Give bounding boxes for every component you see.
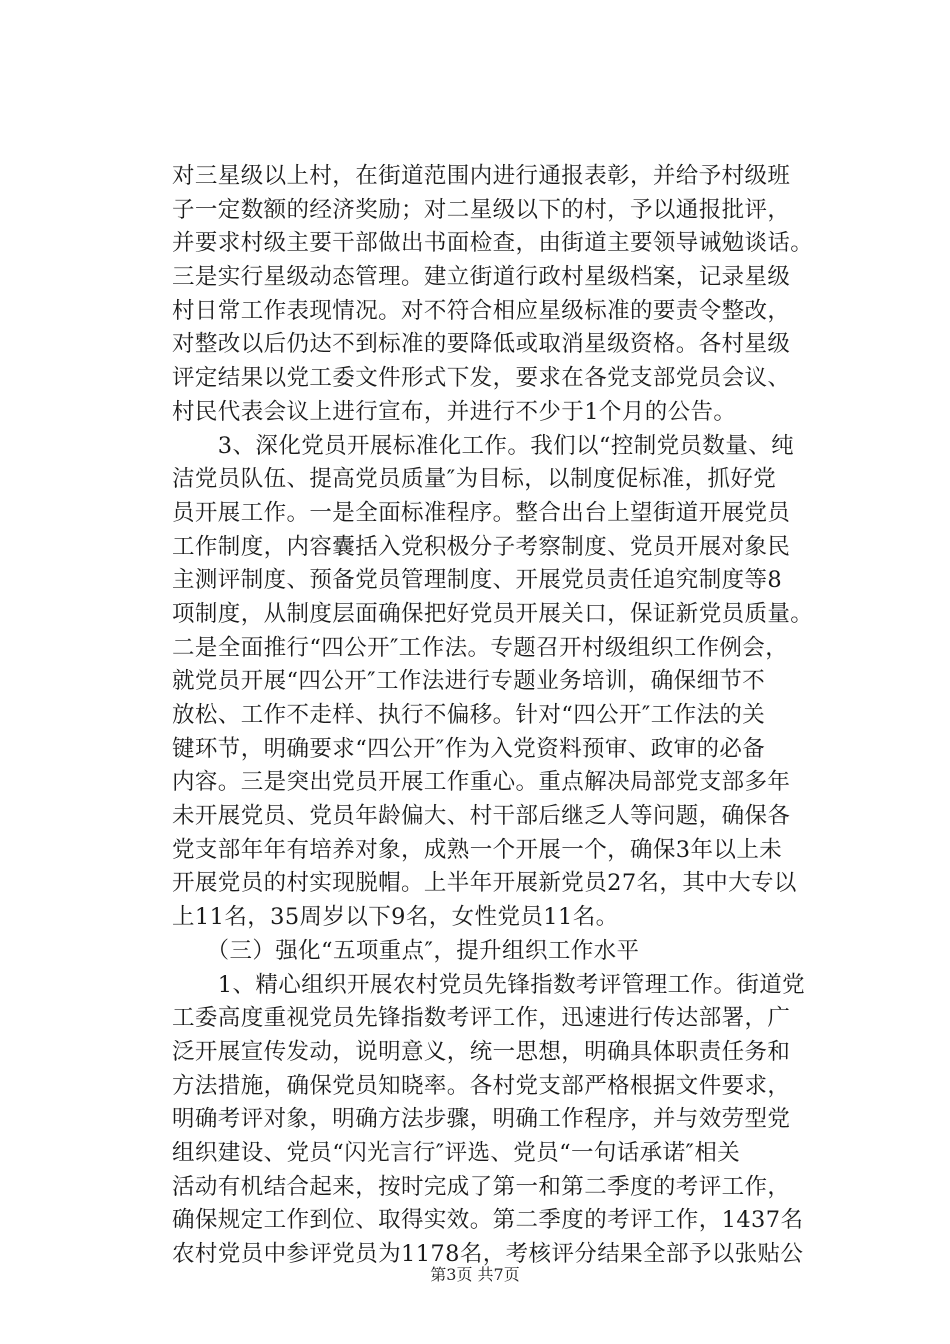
text-line: 未开展党员、党员年龄偏大、村干部后继乏人等问题，确保各 — [172, 803, 791, 830]
text-line: 开展党员的村实现脱帽。上半年开展新党员27名，其中大专以 — [172, 870, 797, 897]
text-line: 党支部年年有培养对象，成熟一个开展一个，确保3年以上未 — [172, 836, 783, 863]
text-line: 对三星级以上村，在街道范围内进行通报表彰，并给予村级班 — [172, 163, 791, 189]
text-line: 确保规定工作到位、取得实效。第二季度的考评工作，1437名 — [172, 1207, 804, 1234]
text-line: 泛开展宣传发动，说明意义，统一思想，明确具体职责任务和 — [172, 1038, 791, 1065]
section-heading: （三）强化“五项重点″，提升组织工作水平 — [172, 937, 640, 964]
body-text — [172, 160, 872, 1272]
text-line: 上11名，35周岁以下9名，女性党员11名。 — [172, 904, 619, 931]
text-line: 农村党员中参评党员为1178名，考核评分结果全部予以张贴公 — [172, 1241, 804, 1267]
text-line: 活动有机结合起来，按时完成了第一和第二季度的考评工作， — [172, 1173, 791, 1200]
text-line: 村日常工作表现情况。对不符合相应星级标准的要责令整改， — [172, 297, 791, 324]
text-line: 子一定数额的经济奖励；对二星级以下的村，予以通报批评， — [172, 196, 791, 223]
text-line: 方法措施，确保党员知晓率。各村党支部严格根据文件要求， — [172, 1072, 791, 1099]
text-line: 二是全面推行“四公开″工作法。专题召开村级组织工作例会， — [172, 634, 789, 661]
text-line: 员开展工作。一是全面标准程序。整合出台上望街道开展党员 — [172, 499, 791, 526]
text-line: 组织建设、党员“闪光言行″评选、党员“一句话承诺″相关 — [172, 1139, 741, 1166]
page-number-footer: 第3页 共7页 — [430, 1265, 520, 1284]
text-line: 主测评制度、预备党员管理制度、开展党员责任追究制度等8 — [172, 567, 783, 594]
text-line: 工作制度，内容囊括入党积极分子考察制度、党员开展对象民 — [172, 533, 791, 560]
text-line: 就党员开展“四公开″工作法进行专题业务培训，确保细节不 — [172, 668, 766, 695]
text-line: 内容。三是突出党员开展工作重心。重点解决局部党支部多年 — [172, 769, 791, 796]
text-line: 明确考评对象，明确方法步骤，明确工作程序，并与效劳型党 — [172, 1106, 791, 1133]
text-line: 对整改以后仍达不到标准的要降低或取消星级资格。各村星级 — [172, 331, 791, 358]
text-line: 1、精心组织开展农村党员先锋指数考评管理工作。街道党 — [172, 971, 806, 998]
text-line: 洁党员队伍、提高党员质量″为目标，以制度促标准，抓好党 — [172, 466, 777, 493]
text-line: 并要求村级主要干部做出书面检查，由街道主要领导诫勉谈话。 — [172, 230, 814, 257]
text-line: 项制度，从制度层面确保把好党员开展关口，保证新党员质量。 — [172, 600, 814, 627]
text-line: 村民代表会议上进行宣布，并进行不少于1个月的公告。 — [172, 398, 737, 425]
text-line: 三是实行星级动态管理。建立街道行政村星级档案，记录星级 — [172, 264, 791, 291]
text-line: 放松、工作不走样、执行不偏移。针对“四公开″工作法的关 — [172, 702, 766, 728]
text-line: 工委高度重视党员先锋指数考评工作，迅速进行传达部署，广 — [172, 1005, 791, 1032]
text-line: 键环节，明确要求“四公开″作为入党资料预审、政审的必备 — [172, 735, 766, 762]
text-line: 评定结果以党工委文件形式下发，要求在各党支部党员会议、 — [172, 365, 791, 392]
text-line: 3、深化党员开展标准化工作。我们以“控制党员数量、纯 — [172, 432, 795, 459]
